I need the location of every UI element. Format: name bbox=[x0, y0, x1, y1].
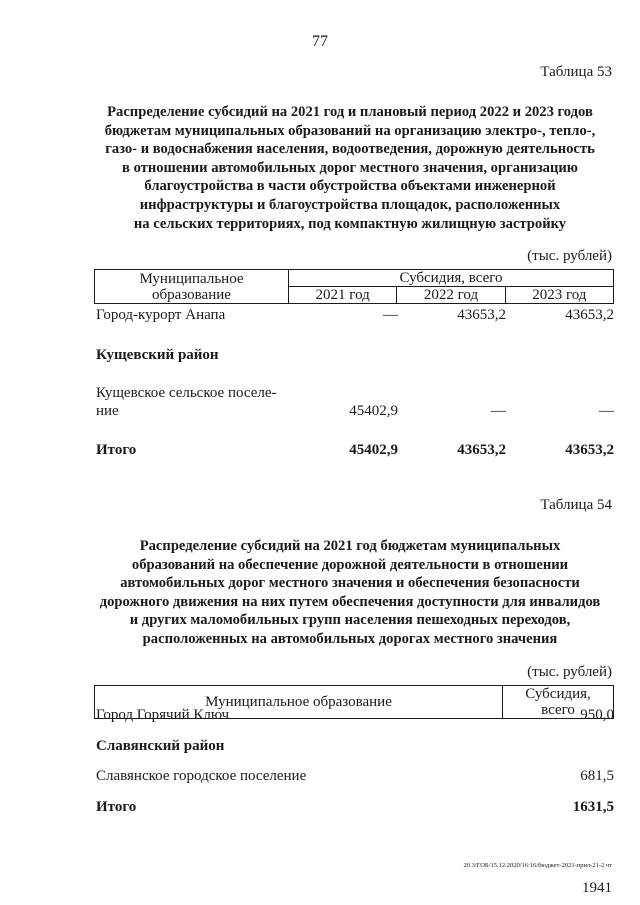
footer-code: 20.3/ГОБ/15.12.2020/16:16/бюджет-2021-прил-21-2 чт bbox=[463, 862, 612, 869]
title-line: расположенных на автомобильных дорогах местного значения bbox=[142, 630, 558, 647]
title-line: Распределение субсидий на 2021 год бюджетам муниципальных bbox=[139, 538, 561, 554]
sheet-number: 1941 bbox=[582, 880, 612, 896]
section-label: Кущевский район bbox=[96, 347, 219, 363]
table-row bbox=[96, 706, 614, 726]
value-2022: 43653,2 bbox=[457, 307, 506, 323]
title-line: газо- и водоснабжения населения, водоотведения, дорожную деятельность bbox=[105, 141, 595, 158]
table-row bbox=[96, 384, 614, 424]
row-label: Город-курорт Анапа bbox=[96, 307, 226, 323]
table53-units: (тыс. рублей) bbox=[527, 248, 612, 264]
table53-label: Таблица 53 bbox=[540, 64, 612, 80]
header-municipality: Муниципальное образование bbox=[95, 686, 503, 719]
header-municipality: Муниципальное образование bbox=[95, 270, 289, 304]
page-number: 77 bbox=[312, 33, 328, 50]
table-row-section bbox=[96, 737, 614, 757]
header-year-2022: 2022 год bbox=[397, 287, 505, 304]
row-value: 681,5 bbox=[580, 768, 614, 784]
section-label: Славянский район bbox=[96, 738, 225, 754]
table-row bbox=[96, 767, 614, 787]
table54-label: Таблица 54 bbox=[540, 497, 612, 513]
total-label: Итого bbox=[96, 799, 137, 815]
table-row-total bbox=[96, 441, 614, 461]
title-line: бюджетам муниципальных образований на организацию электро-, тепло-, bbox=[104, 122, 596, 139]
total-label: Итого bbox=[96, 442, 137, 458]
header-year-2021: 2021 год bbox=[289, 287, 397, 304]
row-label-line: ние bbox=[96, 403, 119, 419]
table-row bbox=[96, 306, 614, 326]
total-2021: 45402,9 bbox=[349, 442, 398, 458]
header-year-2023: 2023 год bbox=[505, 287, 613, 304]
value-2023: 43653,2 bbox=[565, 307, 614, 323]
value-2021: 45402,9 bbox=[349, 403, 398, 419]
row-value: 950,0 bbox=[580, 707, 614, 723]
value-2021: — bbox=[383, 307, 398, 323]
row-label: Славянское городское поселение bbox=[96, 768, 307, 784]
title-line: в отношении автомобильных дорог местного значения, организацию bbox=[122, 159, 578, 176]
row-label: Город Горячий Ключ bbox=[96, 707, 230, 723]
title-line: образований на обеспечение дорожной деятельности в отношении bbox=[131, 556, 569, 573]
table-row-section bbox=[96, 346, 614, 366]
table54-units: (тыс. рублей) bbox=[527, 664, 612, 680]
title-line: инфраструктуры и благоустройства площадок, расположенных bbox=[139, 196, 561, 213]
table-row-total bbox=[96, 798, 614, 818]
table53-title bbox=[80, 103, 620, 233]
table54-title bbox=[80, 537, 620, 649]
row-label bbox=[96, 384, 277, 420]
row-label-line: Кущевское сельское поселе- bbox=[96, 385, 277, 401]
value-2022: — bbox=[491, 403, 506, 419]
total-2023: 43653,2 bbox=[565, 442, 614, 458]
total-value: 1631,5 bbox=[572, 799, 614, 815]
title-line: Распределение субсидий на 2021 год и плановый период 2022 и 2023 годов bbox=[107, 104, 593, 120]
title-line: дорожного движения на них путем обеспечения доступности для инвалидов bbox=[99, 593, 601, 610]
header-subsidy-total: Субсидия, всего bbox=[503, 686, 614, 719]
title-line: на сельских территориях, под компактную жилищную застройку bbox=[133, 215, 567, 232]
value-2023: — bbox=[599, 403, 614, 419]
header-subsidy-total: Субсидия, всего bbox=[289, 270, 614, 287]
title-line: автомобильных дорог местного значения и обеспечения безопасности bbox=[120, 575, 580, 592]
table53-header bbox=[94, 269, 614, 304]
title-line: благоустройства в части обустройства объектами инженерной bbox=[144, 178, 556, 195]
title-line: и других маломобильных групп населения пешеходных переходов, bbox=[129, 612, 571, 629]
total-2022: 43653,2 bbox=[457, 442, 506, 458]
